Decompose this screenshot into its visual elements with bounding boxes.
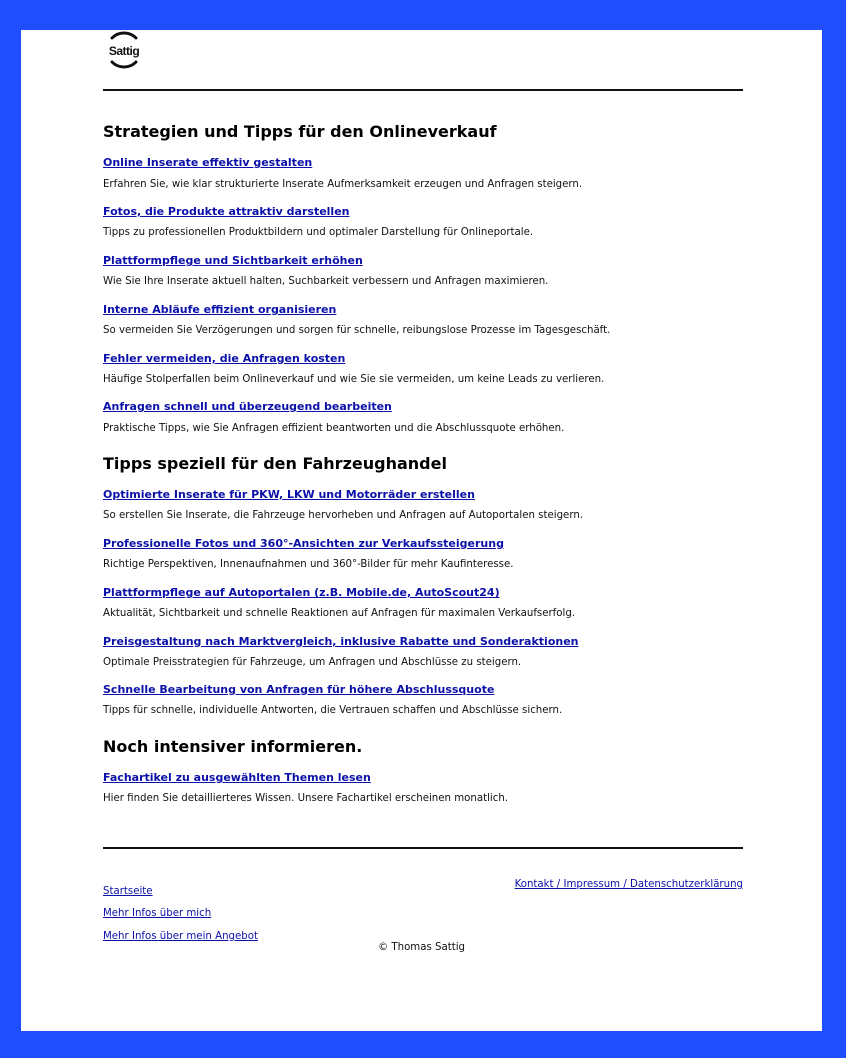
page-container	[21, 30, 822, 1031]
footer-link-kontakt[interactable]: Kontakt	[514, 879, 554, 890]
article-link[interactable]: Schnelle Bearbeitung von Anfragen für höhere Abschlussquote	[103, 683, 495, 696]
article-description: So vermeiden Sie Verzögerungen und sorgen für schnelle, reibungslose Prozesse im Tagesgeschäft.	[103, 325, 611, 336]
footer-link-impressum[interactable]: Impressum	[563, 879, 621, 890]
footer-link-about[interactable]: Mehr Infos über mich	[103, 908, 212, 919]
article-description: Praktische Tipps, wie Sie Anfragen effizient beantworten und die Abschlussquote erhöhen.	[103, 423, 565, 434]
footer-nav	[103, 879, 258, 943]
article-description: Tipps zu professionellen Produktbildern und optimaler Darstellung für Onlineportale.	[103, 227, 534, 238]
article-link[interactable]: Plattformpflege und Sichtbarkeit erhöhen	[103, 254, 363, 267]
article-description: So erstellen Sie Inserate, die Fahrzeuge hervorheben und Anfragen auf Autoportalen steigern.	[103, 510, 584, 521]
article-link[interactable]: Fehler vermeiden, die Anfragen kosten	[103, 352, 346, 365]
article-link[interactable]: Interne Abläufe effizient organisieren	[103, 303, 337, 316]
footer-legal-links	[515, 879, 743, 890]
article-link[interactable]: Fotos, die Produkte attraktiv darstellen	[103, 205, 350, 218]
footer-link-separator: /	[620, 879, 631, 890]
article-link[interactable]: Preisgestaltung nach Marktvergleich, inklusive Rabatte und Sonderaktionen	[103, 635, 579, 648]
article-description: Richtige Perspektiven, Innenaufnahmen und 360°-Bilder für mehr Kaufinteresse.	[103, 559, 514, 570]
article-description: Aktualität, Sichtbarkeit und schnelle Reaktionen auf Anfragen für maximalen Verkaufserfolg.	[103, 608, 576, 619]
copyright-notice: © Thomas Sattig	[377, 942, 466, 953]
sattig-logo[interactable]	[104, 30, 144, 70]
section-heading-fahrzeughandel: Tipps speziell für den Fahrzeughandel	[103, 454, 447, 473]
article-description: Häufige Stolperfallen beim Onlineverkauf und wie Sie sie vermeiden, um keine Leads zu verlieren.	[103, 374, 605, 385]
footer-link-separator: /	[553, 879, 564, 890]
logo-text: Sattig	[108, 44, 140, 58]
footer-divider	[103, 847, 743, 849]
article-description: Erfahren Sie, wie klar strukturierte Inserate Aufmerksamkeit erzeugen und Anfragen steigern.	[103, 179, 583, 190]
article-link[interactable]: Professionelle Fotos und 360°-Ansichten zur Verkaufssteigerung	[103, 537, 504, 550]
article-description: Tipps für schnelle, individuelle Antworten, die Vertrauen schaffen und Abschlüsse sichern.	[103, 705, 563, 716]
header-divider	[103, 89, 743, 91]
article-link[interactable]: Online Inserate effektiv gestalten	[103, 156, 313, 169]
article-link[interactable]: Plattformpflege auf Autoportalen (z.B. Mobile.de, AutoScout24)	[103, 586, 500, 599]
article-description: Hier finden Sie detaillierteres Wissen. Unsere Fachartikel erscheinen monatlich.	[103, 793, 509, 804]
article-link[interactable]: Fachartikel zu ausgewählten Themen lesen	[103, 771, 371, 784]
section-heading-onlineverkauf: Strategien und Tipps für den Onlineverkauf	[103, 122, 497, 141]
article-description: Wie Sie Ihre Inserate aktuell halten, Suchbarkeit verbessern und Anfragen maximieren.	[103, 276, 549, 287]
footer-link-datenschutz[interactable]: Datenschutzerklärung	[630, 879, 743, 890]
footer-link-offer[interactable]: Mehr Infos über mein Angebot	[103, 931, 258, 942]
article-description: Optimale Preisstrategien für Fahrzeuge, um Anfragen und Abschlüsse zu steigern.	[103, 657, 522, 668]
article-link[interactable]: Optimierte Inserate für PKW, LKW und Motorräder erstellen	[103, 488, 475, 501]
section-heading-informieren: Noch intensiver informieren.	[103, 737, 363, 756]
article-link[interactable]: Anfragen schnell und überzeugend bearbeiten	[103, 400, 392, 413]
footer-link-startseite[interactable]: Startseite	[103, 886, 153, 897]
